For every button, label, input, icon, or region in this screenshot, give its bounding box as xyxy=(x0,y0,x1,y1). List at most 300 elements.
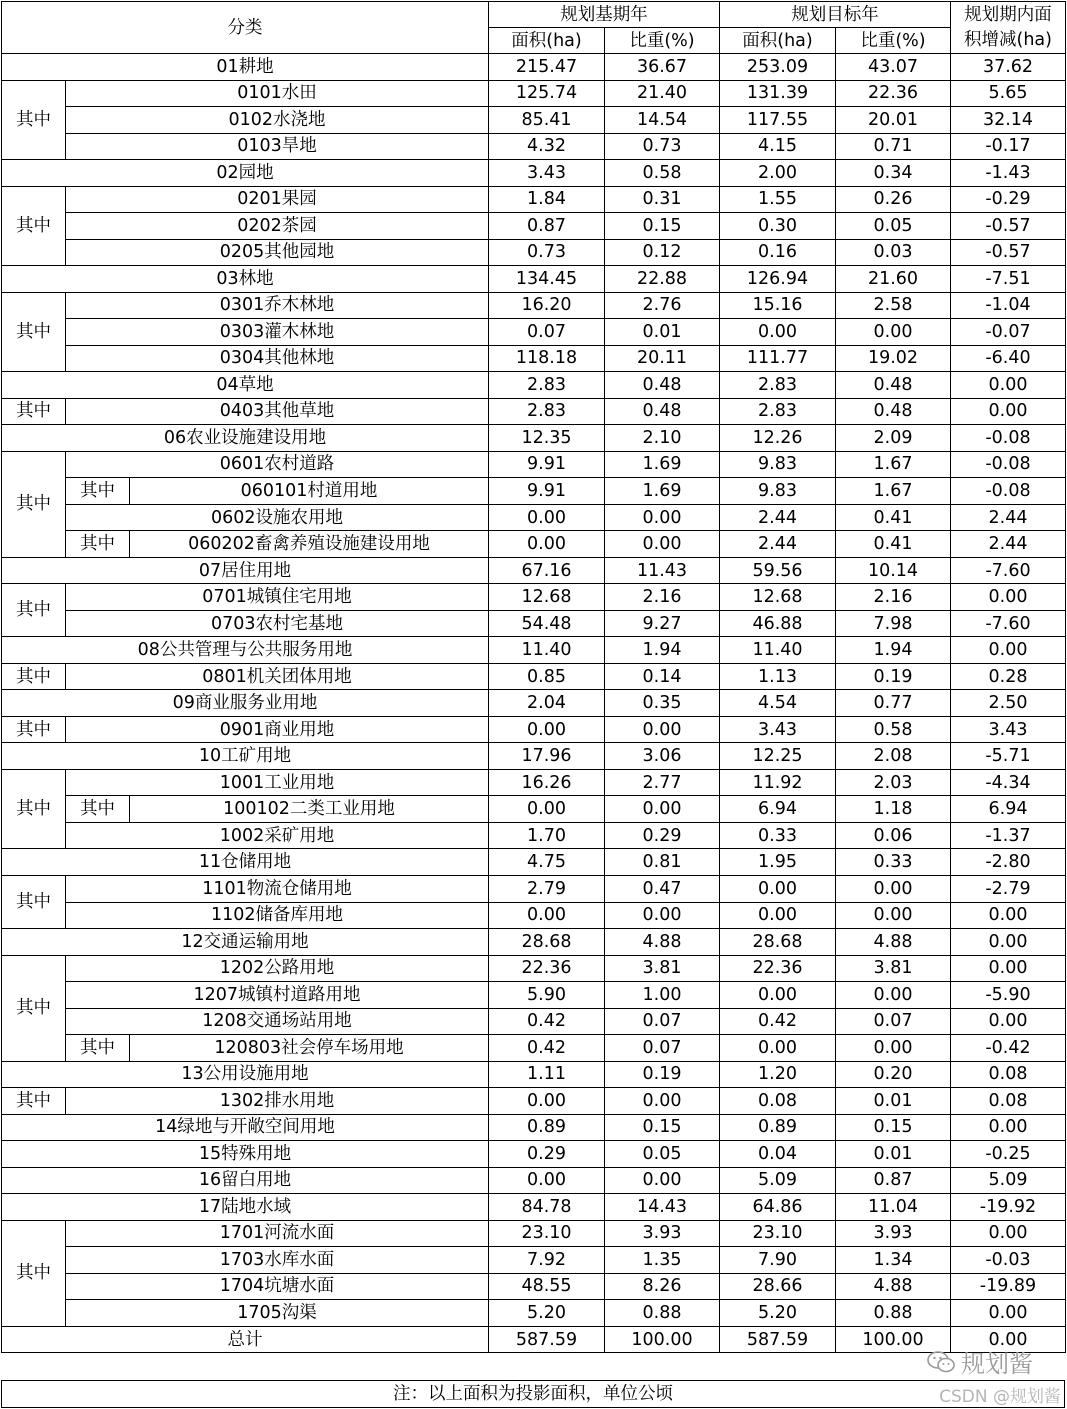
base-ratio-cell: 1.69 xyxy=(605,451,720,478)
table-row xyxy=(2,1035,1066,1062)
base-ratio-cell: 3.93 xyxy=(605,1220,720,1247)
subcategory-cell: 1207城镇村道路用地 xyxy=(66,982,489,1009)
change-cell: -1.37 xyxy=(951,822,1066,849)
base-area-cell: 0.00 xyxy=(489,1167,605,1194)
base-area-cell: 0.00 xyxy=(489,902,605,929)
base-area-cell: 0.89 xyxy=(489,1114,605,1141)
change-cell: -7.51 xyxy=(951,266,1066,293)
target-area-cell: 23.10 xyxy=(720,1220,836,1247)
target-area-cell: 12.26 xyxy=(720,425,836,452)
subcategory-cell: 0403其他草地 xyxy=(66,398,489,425)
subcategory-cell: 0601农村道路 xyxy=(66,451,489,478)
category-cell: 总计 xyxy=(2,1326,489,1353)
base-area-cell: 0.85 xyxy=(489,663,605,690)
subcategory-cell: 1002采矿用地 xyxy=(66,822,489,849)
subcategory-cell: 1101物流仓储用地 xyxy=(66,875,489,902)
table-row xyxy=(2,663,1066,690)
change-cell: 0.00 xyxy=(951,584,1066,611)
target-area-cell: 15.16 xyxy=(720,292,836,319)
base-ratio-cell: 0.14 xyxy=(605,663,720,690)
target-area-cell: 64.86 xyxy=(720,1194,836,1221)
sub-label-cell: 其中 xyxy=(2,186,66,266)
base-area-cell: 0.87 xyxy=(489,213,605,240)
change-header-line2: 积增减(ha) xyxy=(964,29,1052,50)
target-ratio-cell: 11.04 xyxy=(836,1194,951,1221)
subcategory-cell: 1705沟渠 xyxy=(66,1300,489,1327)
base-ratio-cell: 1.69 xyxy=(605,478,720,505)
change-header-line1: 规划期内面 xyxy=(964,4,1052,25)
target-area-cell: 0.33 xyxy=(720,822,836,849)
target-ratio-cell: 3.81 xyxy=(836,955,951,982)
category-header: 分类 xyxy=(2,2,489,54)
subcategory-cell: 0701城镇住宅用地 xyxy=(66,584,489,611)
sub-label-cell: 其中 xyxy=(2,875,66,928)
change-cell: 0.00 xyxy=(951,637,1066,664)
sub-label-cell: 其中 xyxy=(66,478,130,505)
change-cell: 0.08 xyxy=(951,1061,1066,1088)
base-ratio-cell: 2.10 xyxy=(605,425,720,452)
target-area-cell: 5.20 xyxy=(720,1300,836,1327)
base-area-cell: 3.43 xyxy=(489,160,605,187)
subcategory-cell: 1102储备库用地 xyxy=(66,902,489,929)
category-cell: 08公共管理与公共服务用地 xyxy=(2,637,489,664)
chat-bubble-icon xyxy=(927,1350,955,1374)
base-ratio-header: 比重(%) xyxy=(605,28,720,54)
base-area-cell: 16.20 xyxy=(489,292,605,319)
subcategory-cell: 0602设施农用地 xyxy=(66,504,489,531)
change-cell: 6.94 xyxy=(951,796,1066,823)
target-area-cell: 4.15 xyxy=(720,133,836,160)
target-ratio-cell: 1.67 xyxy=(836,478,951,505)
header-row-1 xyxy=(2,2,1066,28)
target-area-cell: 131.39 xyxy=(720,80,836,107)
target-ratio-cell: 2.58 xyxy=(836,292,951,319)
subcategory-cell: 1202公路用地 xyxy=(66,955,489,982)
change-cell: 37.62 xyxy=(951,54,1066,81)
target-area-cell: 0.30 xyxy=(720,213,836,240)
category-cell: 01耕地 xyxy=(2,54,489,81)
base-area-cell: 0.00 xyxy=(489,796,605,823)
table-row xyxy=(2,319,1066,346)
target-ratio-cell: 19.02 xyxy=(836,345,951,372)
target-ratio-cell: 0.00 xyxy=(836,902,951,929)
change-cell: 0.00 xyxy=(951,955,1066,982)
table-row xyxy=(2,1167,1066,1194)
target-ratio-cell: 21.60 xyxy=(836,266,951,293)
subsubcategory-cell: 100102二类工业用地 xyxy=(130,796,489,823)
base-ratio-cell: 0.48 xyxy=(605,398,720,425)
change-cell: -6.40 xyxy=(951,345,1066,372)
base-area-cell: 23.10 xyxy=(489,1220,605,1247)
watermark-csdn: CSDN @规划酱 xyxy=(939,1382,1061,1407)
base-ratio-cell: 0.05 xyxy=(605,1141,720,1168)
change-cell: 3.43 xyxy=(951,716,1066,743)
category-cell: 07居住用地 xyxy=(2,557,489,584)
subcategory-cell: 0301乔木林地 xyxy=(66,292,489,319)
base-area-cell: 0.29 xyxy=(489,1141,605,1168)
target-area-cell: 126.94 xyxy=(720,266,836,293)
target-area-cell: 12.68 xyxy=(720,584,836,611)
target-ratio-cell: 0.71 xyxy=(836,133,951,160)
target-ratio-cell: 0.87 xyxy=(836,1167,951,1194)
target-ratio-cell: 0.58 xyxy=(836,716,951,743)
target-area-header: 面积(ha) xyxy=(720,28,836,54)
base-area-cell: 587.59 xyxy=(489,1326,605,1353)
change-cell: -0.17 xyxy=(951,133,1066,160)
table-row xyxy=(2,451,1066,478)
target-ratio-cell: 0.00 xyxy=(836,875,951,902)
table-row xyxy=(2,504,1066,531)
target-area-cell: 6.94 xyxy=(720,796,836,823)
subsubcategory-cell: 060202畜禽养殖设施建设用地 xyxy=(130,531,489,558)
subcategory-cell: 0303灌木林地 xyxy=(66,319,489,346)
table-row xyxy=(2,531,1066,558)
base-ratio-cell: 2.16 xyxy=(605,584,720,611)
base-ratio-cell: 14.43 xyxy=(605,1194,720,1221)
target-ratio-cell: 1.18 xyxy=(836,796,951,823)
base-ratio-cell: 0.31 xyxy=(605,186,720,213)
change-cell: -1.04 xyxy=(951,292,1066,319)
sub-label-cell: 其中 xyxy=(2,292,66,372)
target-ratio-cell: 2.08 xyxy=(836,743,951,770)
target-area-cell: 7.90 xyxy=(720,1247,836,1274)
base-ratio-cell: 20.11 xyxy=(605,345,720,372)
base-area-cell: 5.90 xyxy=(489,982,605,1009)
target-ratio-cell: 2.16 xyxy=(836,584,951,611)
target-ratio-cell: 0.19 xyxy=(836,663,951,690)
target-ratio-cell: 7.98 xyxy=(836,610,951,637)
table-row xyxy=(2,1194,1066,1221)
subcategory-cell: 1001工业用地 xyxy=(66,769,489,796)
base-ratio-cell: 0.15 xyxy=(605,1114,720,1141)
target-area-cell: 9.83 xyxy=(720,478,836,505)
target-area-cell: 12.25 xyxy=(720,743,836,770)
subcategory-cell: 0304其他林地 xyxy=(66,345,489,372)
table-row xyxy=(2,743,1066,770)
base-ratio-cell: 0.00 xyxy=(605,1167,720,1194)
target-ratio-cell: 2.09 xyxy=(836,425,951,452)
target-area-cell: 0.08 xyxy=(720,1088,836,1115)
target-ratio-cell: 0.01 xyxy=(836,1088,951,1115)
target-ratio-cell: 10.14 xyxy=(836,557,951,584)
table-row xyxy=(2,796,1066,823)
target-ratio-cell: 0.01 xyxy=(836,1141,951,1168)
table-row xyxy=(2,425,1066,452)
target-area-cell: 1.55 xyxy=(720,186,836,213)
subcategory-cell: 0801机关团体用地 xyxy=(66,663,489,690)
base-ratio-cell: 0.00 xyxy=(605,902,720,929)
subcategory-cell: 0205其他园地 xyxy=(66,239,489,266)
base-ratio-cell: 36.67 xyxy=(605,54,720,81)
change-cell: 0.00 xyxy=(951,902,1066,929)
table-row xyxy=(2,929,1066,956)
base-ratio-cell: 9.27 xyxy=(605,610,720,637)
table-row xyxy=(2,875,1066,902)
category-cell: 13公用设施用地 xyxy=(2,1061,489,1088)
target-ratio-cell: 0.00 xyxy=(836,319,951,346)
table-row xyxy=(2,902,1066,929)
target-area-cell: 11.40 xyxy=(720,637,836,664)
base-ratio-cell: 1.35 xyxy=(605,1247,720,1274)
change-cell: 0.00 xyxy=(951,1326,1066,1353)
base-area-cell: 0.42 xyxy=(489,1008,605,1035)
base-ratio-cell: 1.00 xyxy=(605,982,720,1009)
target-ratio-cell: 0.03 xyxy=(836,239,951,266)
change-cell: -5.71 xyxy=(951,743,1066,770)
target-area-cell: 1.95 xyxy=(720,849,836,876)
sub-label-cell: 其中 xyxy=(2,1220,66,1326)
base-area-cell: 0.42 xyxy=(489,1035,605,1062)
base-area-cell: 134.45 xyxy=(489,266,605,293)
table-row xyxy=(2,292,1066,319)
change-cell: 0.00 xyxy=(951,929,1066,956)
base-ratio-cell: 11.43 xyxy=(605,557,720,584)
change-cell: -0.57 xyxy=(951,239,1066,266)
base-ratio-cell: 8.26 xyxy=(605,1273,720,1300)
base-area-cell: 54.48 xyxy=(489,610,605,637)
change-cell: -0.42 xyxy=(951,1035,1066,1062)
base-area-cell: 5.20 xyxy=(489,1300,605,1327)
base-area-cell: 9.91 xyxy=(489,451,605,478)
table-row xyxy=(2,372,1066,399)
base-area-cell: 118.18 xyxy=(489,345,605,372)
change-cell: -2.79 xyxy=(951,875,1066,902)
base-area-cell: 0.07 xyxy=(489,319,605,346)
category-cell: 06农业设施建设用地 xyxy=(2,425,489,452)
table-row xyxy=(2,1088,1066,1115)
sub-label-cell: 其中 xyxy=(2,398,66,425)
change-cell: 2.44 xyxy=(951,531,1066,558)
base-ratio-cell: 0.07 xyxy=(605,1008,720,1035)
change-cell: -0.03 xyxy=(951,1247,1066,1274)
change-cell: -0.25 xyxy=(951,1141,1066,1168)
target-ratio-header: 比重(%) xyxy=(836,28,951,54)
subsubcategory-cell: 120803社会停车场用地 xyxy=(130,1035,489,1062)
base-ratio-cell: 2.76 xyxy=(605,292,720,319)
table-row xyxy=(2,1114,1066,1141)
target-year-header: 规划目标年 xyxy=(720,2,951,28)
table-row xyxy=(2,107,1066,134)
sub-label-cell: 其中 xyxy=(2,663,66,690)
target-area-cell: 0.00 xyxy=(720,982,836,1009)
base-area-cell: 4.75 xyxy=(489,849,605,876)
change-cell: -7.60 xyxy=(951,610,1066,637)
base-ratio-cell: 22.88 xyxy=(605,266,720,293)
base-area-cell: 2.04 xyxy=(489,690,605,717)
sub-label-cell: 其中 xyxy=(66,1035,130,1062)
subcategory-cell: 0101水田 xyxy=(66,80,489,107)
target-ratio-cell: 0.15 xyxy=(836,1114,951,1141)
base-ratio-cell: 0.29 xyxy=(605,822,720,849)
change-cell: -7.60 xyxy=(951,557,1066,584)
target-area-cell: 2.44 xyxy=(720,504,836,531)
target-ratio-cell: 43.07 xyxy=(836,54,951,81)
base-area-cell: 28.68 xyxy=(489,929,605,956)
change-cell: 0.00 xyxy=(951,1114,1066,1141)
table-row xyxy=(2,345,1066,372)
subcategory-cell: 1302排水用地 xyxy=(66,1088,489,1115)
table-row xyxy=(2,160,1066,187)
target-ratio-cell: 22.36 xyxy=(836,80,951,107)
table-row xyxy=(2,133,1066,160)
base-area-cell: 0.73 xyxy=(489,239,605,266)
change-cell: 5.65 xyxy=(951,80,1066,107)
base-ratio-cell: 0.73 xyxy=(605,133,720,160)
target-ratio-cell: 2.03 xyxy=(836,769,951,796)
change-cell: 0.28 xyxy=(951,663,1066,690)
table-row xyxy=(2,398,1066,425)
target-area-cell: 46.88 xyxy=(720,610,836,637)
target-area-cell: 5.09 xyxy=(720,1167,836,1194)
category-cell: 14绿地与开敞空间用地 xyxy=(2,1114,489,1141)
target-area-cell: 3.43 xyxy=(720,716,836,743)
table-row xyxy=(2,716,1066,743)
target-area-cell: 587.59 xyxy=(720,1326,836,1353)
change-cell: -19.92 xyxy=(951,1194,1066,1221)
category-cell: 15特殊用地 xyxy=(2,1141,489,1168)
target-ratio-cell: 4.88 xyxy=(836,929,951,956)
base-ratio-cell: 0.47 xyxy=(605,875,720,902)
target-area-cell: 0.00 xyxy=(720,319,836,346)
base-area-cell: 85.41 xyxy=(489,107,605,134)
base-ratio-cell: 0.00 xyxy=(605,504,720,531)
target-area-cell: 0.42 xyxy=(720,1008,836,1035)
change-cell: -0.57 xyxy=(951,213,1066,240)
table-row xyxy=(2,769,1066,796)
category-cell: 11仓储用地 xyxy=(2,849,489,876)
change-cell: 0.00 xyxy=(951,398,1066,425)
table-row xyxy=(2,478,1066,505)
base-ratio-cell: 1.94 xyxy=(605,637,720,664)
target-area-cell: 2.83 xyxy=(720,372,836,399)
base-ratio-cell: 100.00 xyxy=(605,1326,720,1353)
subcategory-cell: 1208交通场站用地 xyxy=(66,1008,489,1035)
category-cell: 02园地 xyxy=(2,160,489,187)
base-ratio-cell: 0.81 xyxy=(605,849,720,876)
base-ratio-cell: 0.15 xyxy=(605,213,720,240)
base-ratio-cell: 0.19 xyxy=(605,1061,720,1088)
target-area-cell: 22.36 xyxy=(720,955,836,982)
table-row xyxy=(2,1300,1066,1327)
change-cell: 2.44 xyxy=(951,504,1066,531)
base-area-cell: 1.70 xyxy=(489,822,605,849)
subcategory-cell: 1703水库水面 xyxy=(66,1247,489,1274)
target-ratio-cell: 0.00 xyxy=(836,1035,951,1062)
change-cell: -19.89 xyxy=(951,1273,1066,1300)
change-cell: -4.34 xyxy=(951,769,1066,796)
table-row xyxy=(2,1141,1066,1168)
change-cell: 32.14 xyxy=(951,107,1066,134)
change-cell: 5.09 xyxy=(951,1167,1066,1194)
change-cell: 0.00 xyxy=(951,1300,1066,1327)
table-row xyxy=(2,849,1066,876)
base-ratio-cell: 0.01 xyxy=(605,319,720,346)
table-row xyxy=(2,1273,1066,1300)
watermark-brand xyxy=(927,1344,1033,1379)
base-area-cell: 2.83 xyxy=(489,398,605,425)
base-ratio-cell: 4.88 xyxy=(605,929,720,956)
target-ratio-cell: 0.41 xyxy=(836,531,951,558)
target-ratio-cell: 0.07 xyxy=(836,1008,951,1035)
target-area-cell: 1.13 xyxy=(720,663,836,690)
base-area-cell: 11.40 xyxy=(489,637,605,664)
target-area-cell: 0.00 xyxy=(720,875,836,902)
table-row xyxy=(2,1326,1066,1353)
base-area-cell: 67.16 xyxy=(489,557,605,584)
table-row xyxy=(2,1247,1066,1274)
base-ratio-cell: 0.07 xyxy=(605,1035,720,1062)
table-row xyxy=(2,239,1066,266)
target-area-cell: 2.44 xyxy=(720,531,836,558)
target-ratio-cell: 0.33 xyxy=(836,849,951,876)
base-area-cell: 48.55 xyxy=(489,1273,605,1300)
base-year-header: 规划基期年 xyxy=(489,2,720,28)
subcategory-cell: 1704坑塘水面 xyxy=(66,1273,489,1300)
target-area-cell: 0.89 xyxy=(720,1114,836,1141)
base-ratio-cell: 0.58 xyxy=(605,160,720,187)
change-cell: -0.08 xyxy=(951,451,1066,478)
target-area-cell: 253.09 xyxy=(720,54,836,81)
change-cell: 0.00 xyxy=(951,1220,1066,1247)
base-ratio-cell: 3.06 xyxy=(605,743,720,770)
subcategory-cell: 0103旱地 xyxy=(66,133,489,160)
base-area-cell: 0.00 xyxy=(489,504,605,531)
base-ratio-cell: 0.00 xyxy=(605,531,720,558)
sub-label-cell: 其中 xyxy=(66,531,130,558)
target-ratio-cell: 1.67 xyxy=(836,451,951,478)
change-cell: 0.00 xyxy=(951,372,1066,399)
target-ratio-cell: 4.88 xyxy=(836,1273,951,1300)
table-row xyxy=(2,1220,1066,1247)
change-cell: -5.90 xyxy=(951,982,1066,1009)
target-area-cell: 0.00 xyxy=(720,902,836,929)
base-area-cell: 17.96 xyxy=(489,743,605,770)
target-ratio-cell: 0.06 xyxy=(836,822,951,849)
target-ratio-cell: 3.93 xyxy=(836,1220,951,1247)
target-area-cell: 0.00 xyxy=(720,1035,836,1062)
target-area-cell: 28.66 xyxy=(720,1273,836,1300)
subcategory-cell: 0703农村宅基地 xyxy=(66,610,489,637)
base-area-cell: 12.35 xyxy=(489,425,605,452)
base-area-header: 面积(ha) xyxy=(489,28,605,54)
target-ratio-cell: 1.34 xyxy=(836,1247,951,1274)
subcategory-cell: 1701河流水面 xyxy=(66,1220,489,1247)
target-area-cell: 1.20 xyxy=(720,1061,836,1088)
category-cell: 12交通运输用地 xyxy=(2,929,489,956)
target-area-cell: 117.55 xyxy=(720,107,836,134)
target-ratio-cell: 1.94 xyxy=(836,637,951,664)
base-area-cell: 1.84 xyxy=(489,186,605,213)
table-row xyxy=(2,54,1066,81)
base-ratio-cell: 0.00 xyxy=(605,796,720,823)
table-row xyxy=(2,213,1066,240)
category-cell: 03林地 xyxy=(2,266,489,293)
change-cell: 2.50 xyxy=(951,690,1066,717)
target-ratio-cell: 0.26 xyxy=(836,186,951,213)
target-ratio-cell: 0.77 xyxy=(836,690,951,717)
table-row xyxy=(2,557,1066,584)
category-cell: 16留白用地 xyxy=(2,1167,489,1194)
base-area-cell: 22.36 xyxy=(489,955,605,982)
table-row xyxy=(2,822,1066,849)
change-header xyxy=(951,2,1066,54)
base-ratio-cell: 0.00 xyxy=(605,716,720,743)
table-row xyxy=(2,637,1066,664)
target-ratio-cell: 0.48 xyxy=(836,372,951,399)
target-area-cell: 0.04 xyxy=(720,1141,836,1168)
target-area-cell: 11.92 xyxy=(720,769,836,796)
table-row xyxy=(2,1008,1066,1035)
